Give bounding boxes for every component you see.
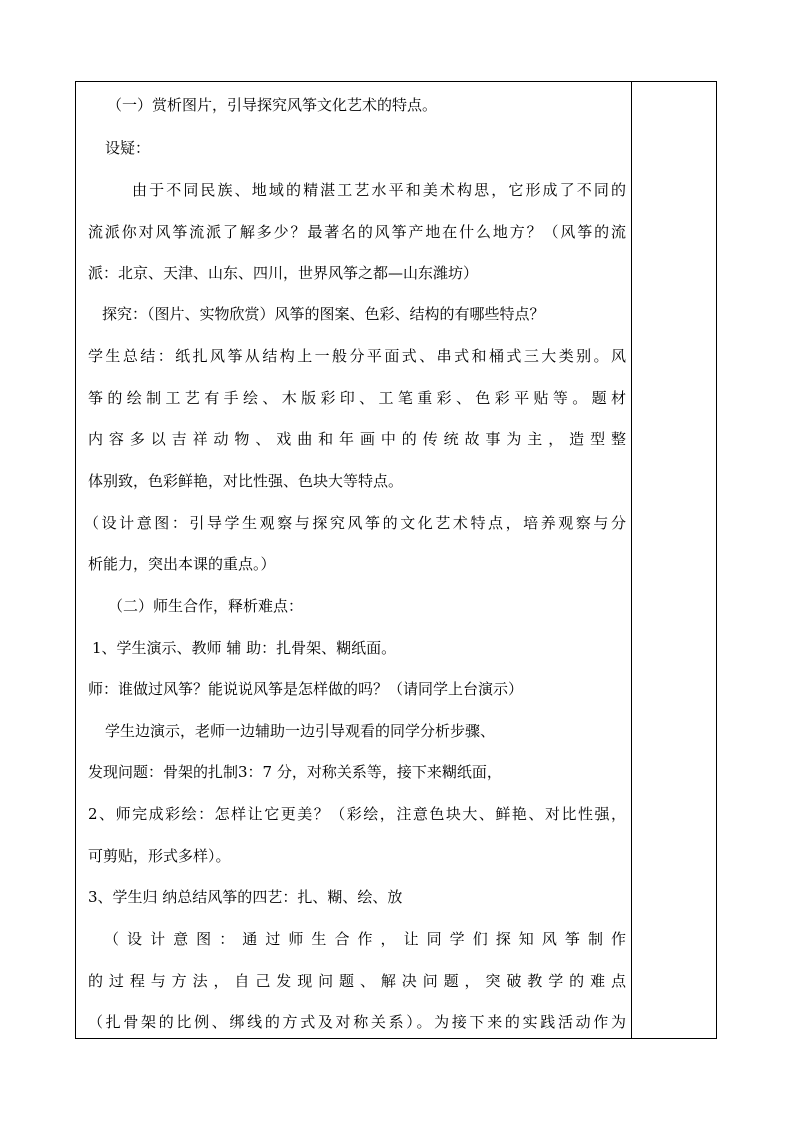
text-line: 探究：（图片、实物欣赏）风筝的图案、色彩、结构的有哪些特点？ <box>102 305 545 323</box>
text-line: 3、学生归 纳总结风筝的四艺：扎、糊、绘、放 <box>88 888 403 906</box>
text-line: 学生总结：纸扎风筝从结构上一般分平面式、串式和桶式三大类别。风 <box>88 347 626 365</box>
text-line: 师：谁做过风筝？能说说风筝是怎样做的吗？（请同学上台演示） <box>88 680 524 698</box>
content-cell <box>76 82 631 1038</box>
section-heading: （二）师生合作，释析难点： <box>108 597 304 615</box>
text-line: 派：北京、天津、山东、四川，世界风筝之都—山东潍坊） <box>88 264 479 282</box>
text-line: 2、师完成彩绘：怎样让它更美？（彩绘，注意色块大、鲜艳、对比性强， <box>88 805 626 823</box>
text-line: 的过程与方法，自己发现问题、解决问题，突破教学的难点 <box>88 972 626 990</box>
text-line: 流派你对风筝流派了解多少？最著名的风筝产地在什么地方？（风筝的流 <box>88 223 626 241</box>
text-line: 由于不同民族、地域的精湛工艺水平和美术构思，它形成了不同的 <box>132 181 626 199</box>
section-heading: （一）赏析图片，引导探究风筝文化艺术的特点。 <box>107 96 438 114</box>
text-line: 体别致，色彩鲜艳，对比性强、色块大等特点。 <box>88 472 404 490</box>
text-line: 筝的绘制工艺有手绘、木版彩印、工笔重彩、色彩平贴等。题材 <box>88 389 626 407</box>
text-line: 析能力，突出本课的重点。） <box>88 555 276 573</box>
text-line: 可剪贴，形式多样）。 <box>88 847 231 865</box>
text-line: 1、学生演示、教师 辅 助：扎骨架、糊纸面。 <box>92 639 397 657</box>
text-line: （设计意图：通过师生合作，让同学们探知风筝制作 <box>104 930 626 948</box>
lesson-table <box>75 81 717 1039</box>
text-line: 内容多以吉祥动物、戏曲和年画中的传统故事为主，造型整 <box>88 430 626 448</box>
text-line: （扎骨架的比例、绑线的方式及对称关系）。为接下来的实践活动作为 <box>88 1013 626 1031</box>
text-line: 发现问题：骨架的扎制3：7 分，对称关系等，接下来糊纸面， <box>88 763 502 781</box>
text-line: 设疑： <box>105 139 151 157</box>
notes-cell <box>632 82 716 1038</box>
text-line: 学生边演示，老师一边辅助一边引导观看的同学分析步骤、 <box>105 722 496 740</box>
text-line: （设计意图：引导学生观察与探究风筝的文化艺术特点，培养观察与分 <box>84 514 626 532</box>
